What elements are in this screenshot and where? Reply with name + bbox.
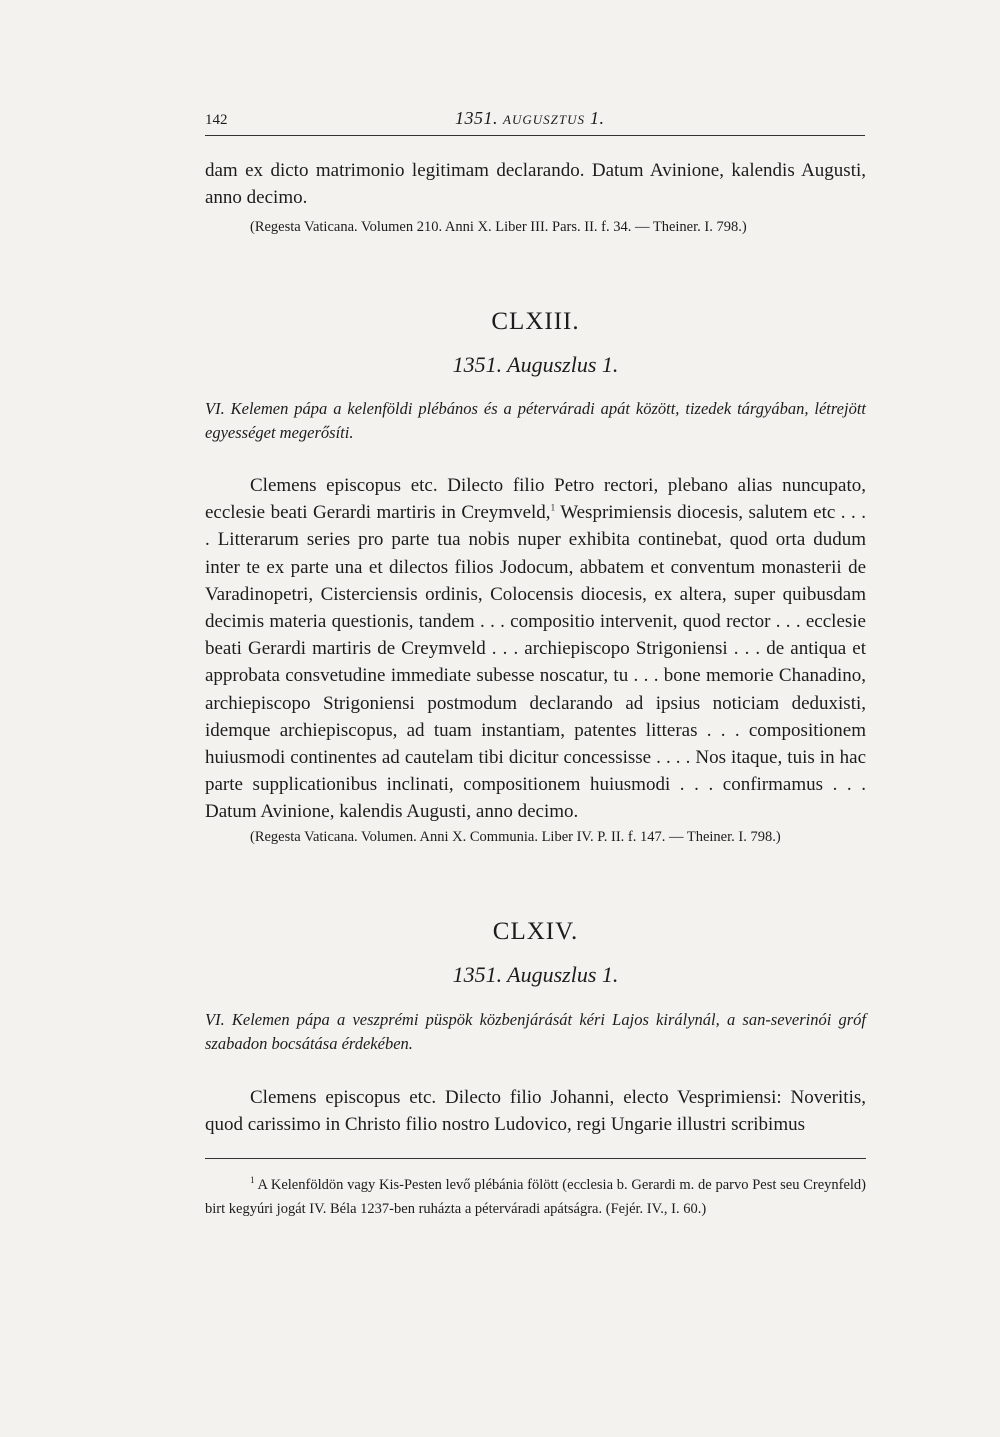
doc-163-body-continued: Wesprimiensis diocesis, salutem etc . . . . Litterarum series pro parte tua nobis nuper exhibita continebat, quod orta dudum inter te ex parte una et dilectos filios Jodocum, abbatem et conventum monasterii de Varadinopetri, Cisterciensis ordinis, Colocensis diocesis, ex altera, super quibusdam decimis materia questionis, tandem . . . compositio intervenit, quod rector . . . ecclesie beati Gerardi martiris de Creymveld . . . archiepiscopo Strigoniensi . . . de antiqua et approbata consvetudine immediate subesse noscatur, tu . . . bone memorie Chanadino, archiepiscopo Strigoniensi postmodum declarando ad ipsius noticiam deduxisti, idemque archiepiscopus, ad tuam instantiam, patentes litteras . . . compositionem huiusmodi continentes ad cautelam tibi dicitur concessisse . . . . Nos itaque, tuis in hac parte supplicationibus inclinati, compositionem huiusmodi . . . confirmamus . . . Datum Avinione, kalendis Augusti, anno decimo. [205, 502, 866, 823]
doc-164-date: 1351. Auguszlus 1. [452, 962, 619, 987]
footnote-mark: 1 [250, 1175, 255, 1186]
running-title [455, 108, 604, 129]
page-header [205, 106, 865, 136]
doc-164-number: CLXIV. [492, 918, 579, 945]
running-title-month: AUGUSZTUS [503, 112, 585, 127]
doc-163-date: 1351. Auguszlus 1. [452, 352, 619, 377]
doc-164-body: Clemens episcopus etc. Dilecto filio Johanni, electo Vesprimiensi: Noveritis, quod carissimo in Christo filio nostro Ludovico, regi Ungarie illustri scribimus [205, 1087, 866, 1136]
header-divider [205, 135, 865, 136]
running-title-day: 1. [589, 108, 605, 128]
doc-164-summary: VI. Kelemen pápa a veszprémi püspök közbenjárását kéri Lajos királynál, a san-severinói gróf szabadon bocsátása érdekében. [205, 1010, 866, 1053]
page-number: 142 [205, 112, 228, 128]
footnote [205, 1173, 866, 1221]
doc-163-summary: VI. Kelemen pápa a kelenföldi plébános és a péterváradi apát között, tizedek tárgyában, létrejött egyességet megerősíti. [205, 399, 866, 442]
doc-163-number: CLXIII. [491, 308, 580, 335]
doc-163-source-note: (Regesta Vaticana. Volumen. Anni X. Communia. Liber IV. P. II. f. 147. — Theiner. I. 798.) [250, 829, 781, 845]
continuation-text: dam ex dicto matrimonio legitimam declarando. Datum Avinione, kalendis Augusti, anno decimo. [205, 160, 866, 209]
doc-163-body-start: Clemens episcopus etc. Dilecto filio Petro rectori, plebano alias nuncupato, ecclesie beati Gerardi martiris in Creymveld, [205, 475, 866, 524]
footnote-text: A Kelenföldön vagy Kis-Pesten levő plébánia fölött (ecclesia b. Gerardi m. de parvo Pest seu Creynfeld) birt kegyúri jogát IV. Béla 1237-ben ruházta a péterváradi apátságra. (Fejér. IV., I. 60.) [205, 1177, 867, 1217]
footnote-divider [205, 1158, 866, 1159]
continuation-source-note: (Regesta Vaticana. Volumen 210. Anni X. Liber III. Pars. II. f. 34. — Theiner. I. 798.) [250, 219, 747, 235]
doc-163-body [205, 472, 866, 826]
footnote-reference: 1 [550, 502, 556, 513]
running-title-year: 1351. [455, 108, 498, 128]
